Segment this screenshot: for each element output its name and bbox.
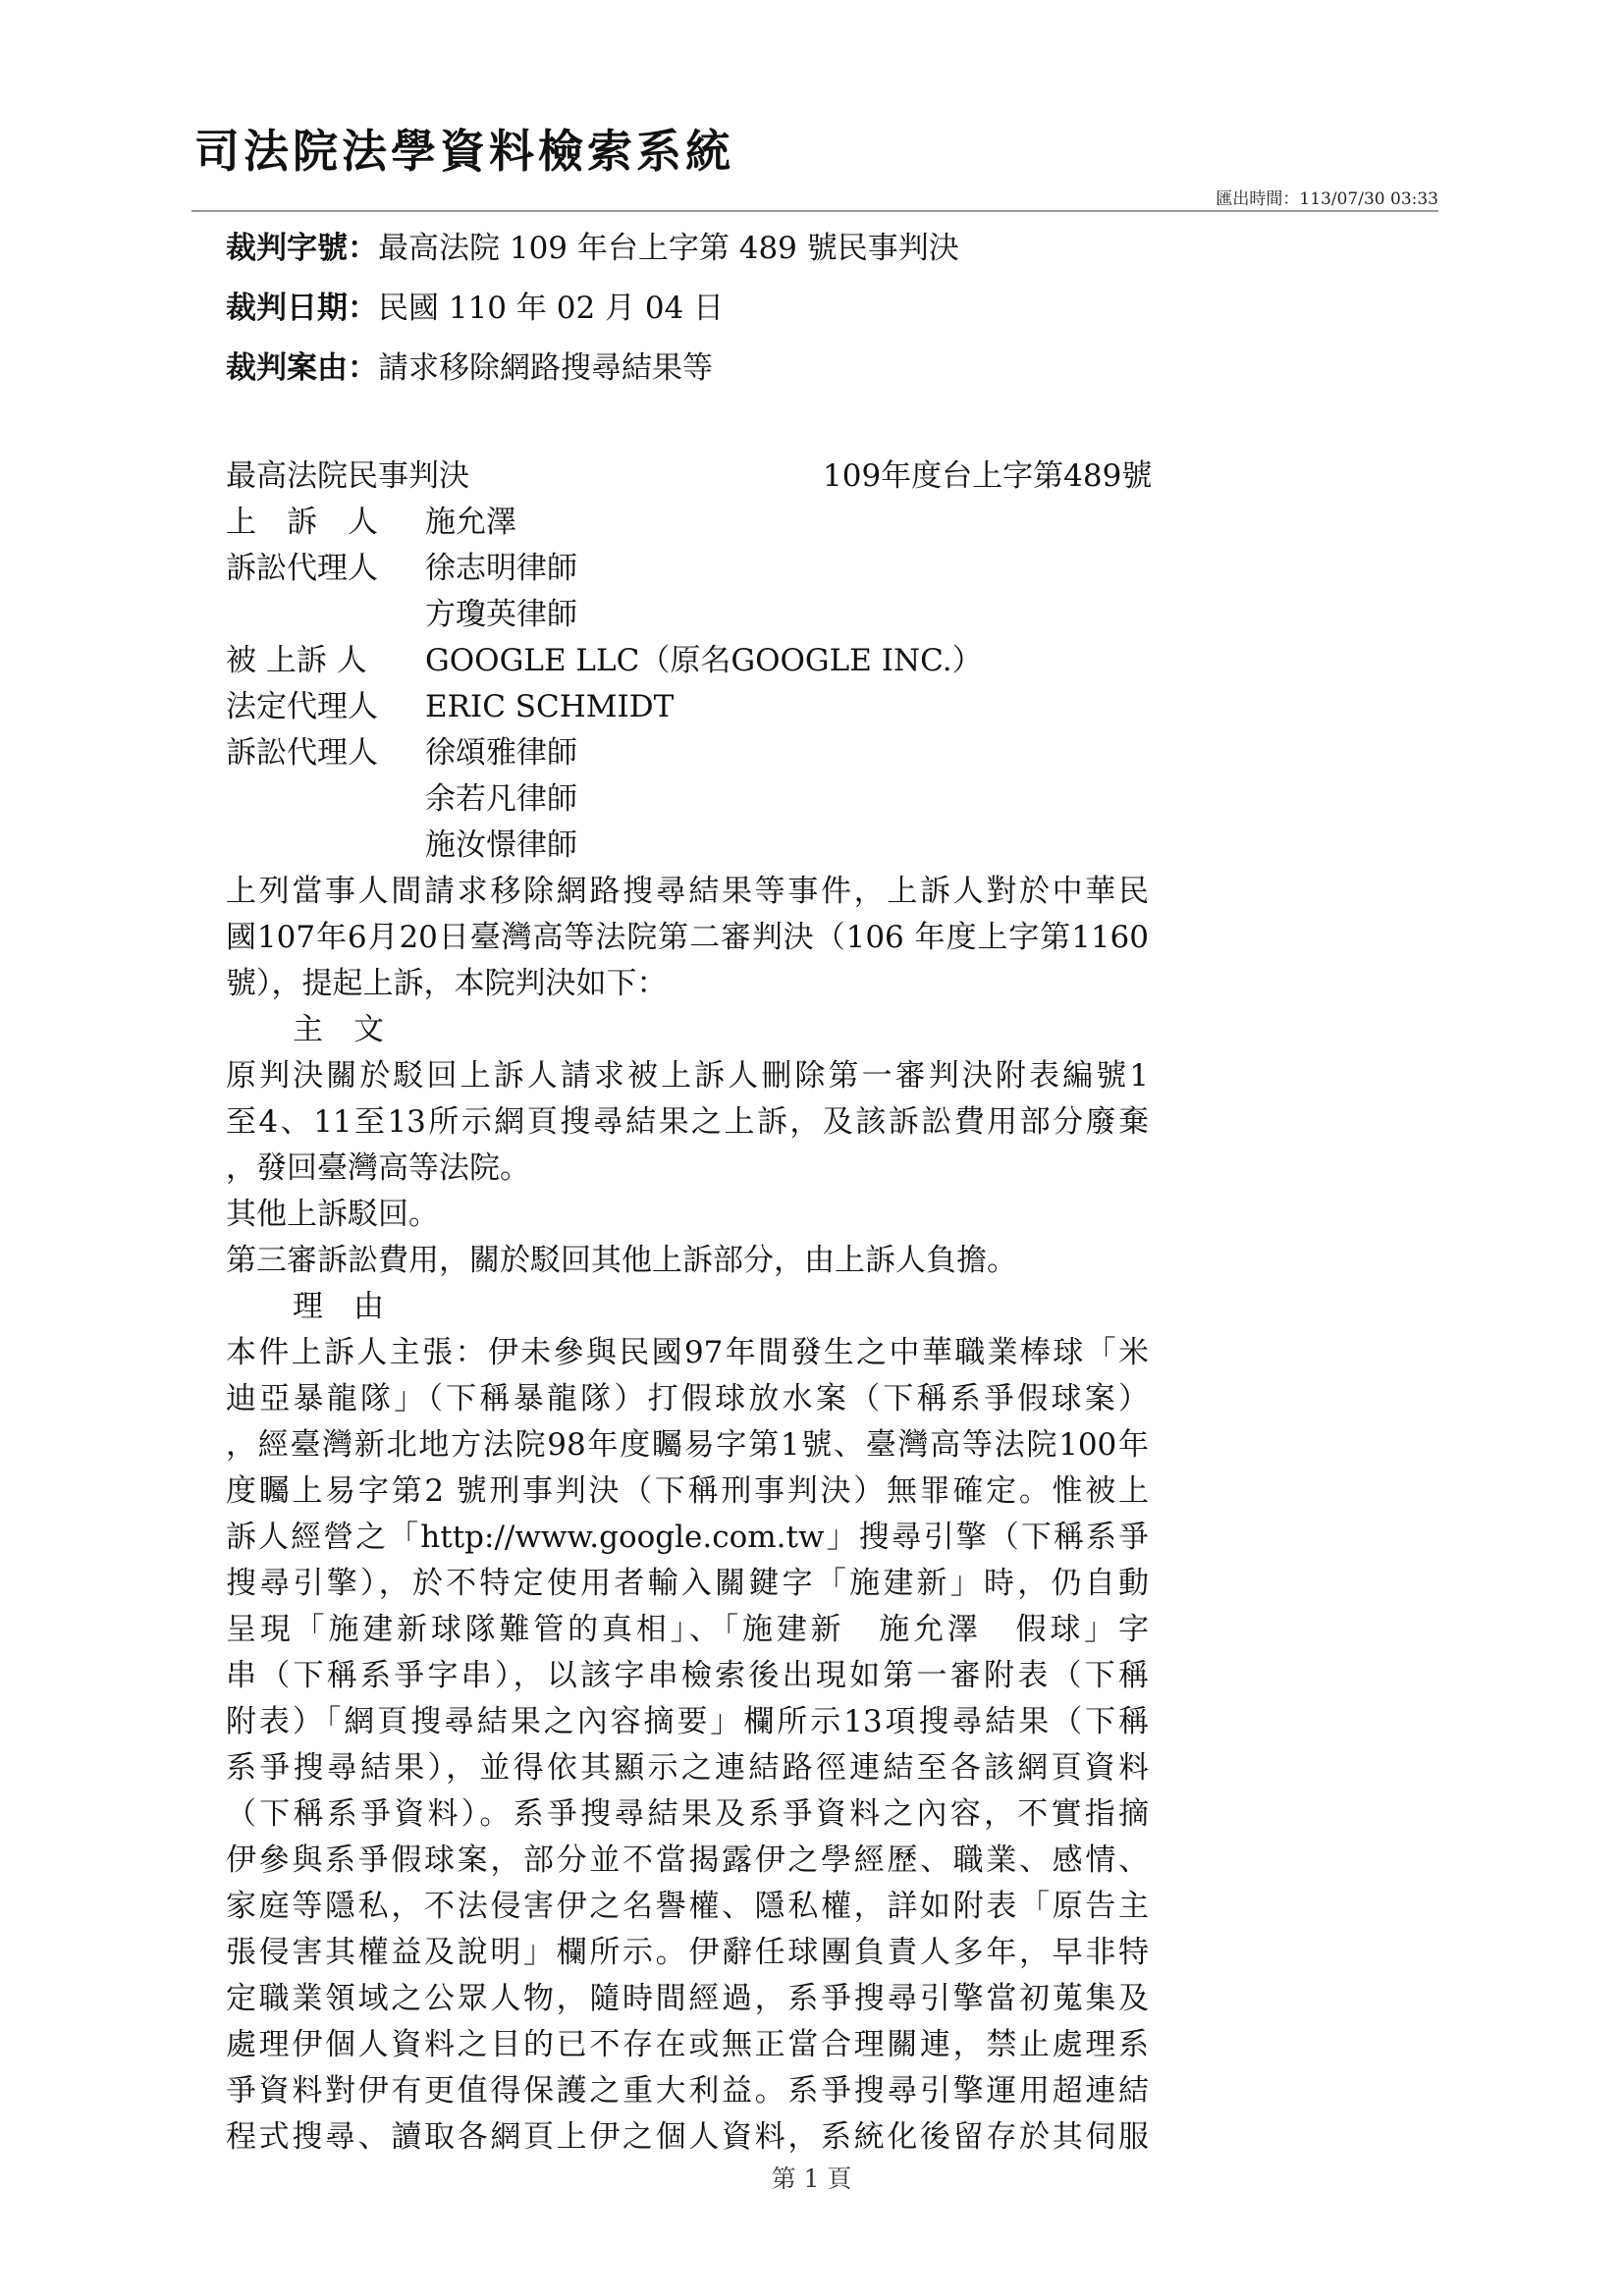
- main-text-line: 原判決關於駁回上訴人請求被上訴人刪除第一審判決附表編號1: [226, 1058, 1149, 1094]
- party-name: GOOGLE LLC（原名GOOGLE INC.）: [425, 643, 983, 678]
- case-cause-row: [226, 344, 959, 403]
- main-text-heading: 主 文: [293, 1012, 384, 1047]
- party-name: 徐志明律師: [425, 551, 577, 586]
- page-number: 第 1 頁: [771, 2164, 852, 2193]
- party-name: 施汝憬律師: [425, 828, 577, 863]
- main-text-line: 第三審訴訟費用，關於駁回其他上訴部分，由上訴人負擔。: [226, 1243, 1017, 1278]
- party-label: 法定代理人: [226, 689, 378, 724]
- reason-line: 處理伊個人資料之目的已不存在或無正當合理關連，禁止處理系: [226, 2027, 1149, 2062]
- intro-line: 號），提起上訴，本院判決如下：: [226, 966, 668, 1001]
- reason-line: 張侵害其權益及說明」欄所示。伊辭任球團負責人多年，早非特: [226, 1935, 1149, 1970]
- party-line: [226, 500, 1149, 546]
- party-label: 訴訟代理人: [226, 551, 378, 586]
- party-line: [226, 730, 1149, 776]
- party-line: [226, 776, 1149, 823]
- case-metadata: [226, 224, 959, 403]
- reason-line: 串（下稱系爭字串），以該字串檢索後出現如第一審附表（下稱: [226, 1658, 1149, 1693]
- party-label: 訴訟代理人: [226, 735, 378, 771]
- party-name: 方瓊英律師: [425, 597, 577, 632]
- party-line: [226, 684, 1149, 730]
- reason-line: 呈現「施建新球隊難管的真相」、「施建新 施允澤 假球」字: [226, 1612, 1149, 1647]
- reason-line: （下稱系爭資料）。系爭搜尋結果及系爭資料之內容，不實指摘: [226, 1796, 1149, 1832]
- party-label: 上 訴 人: [226, 505, 378, 540]
- party-line: [226, 592, 1149, 638]
- case-number-label: 裁判字號：: [226, 231, 378, 266]
- reason-line: 爭資料對伊有更值得保護之重大利益。系爭搜尋引擎運用超連結: [226, 2073, 1149, 2109]
- reason-line: 搜尋引擎），於不特定使用者輸入關鍵字「施建新」時，仍自動: [226, 1566, 1149, 1601]
- case-cause-value: 請求移除網路搜尋結果等: [378, 350, 713, 386]
- party-name: 余若凡律師: [425, 781, 577, 817]
- reason-line: 系爭搜尋結果），並得依其顯示之連結路徑連結至各該網頁資料: [226, 1750, 1149, 1786]
- reason-line: 迪亞暴龍隊」（下稱暴龍隊）打假球放水案（下稱系爭假球案）: [226, 1381, 1149, 1416]
- header-divider: [191, 210, 1438, 212]
- court-name: 最高法院民事判決: [226, 458, 469, 494]
- reason-heading: 理 由: [293, 1289, 384, 1324]
- case-cause-label: 裁判案由：: [226, 350, 378, 386]
- reason-line: 訴人經營之「http://www.google.com.tw」搜尋引擎（下稱系爭: [226, 1520, 1149, 1555]
- reason-line: 定職業領域之公眾人物，隨時間經過，系爭搜尋引擎當初蒐集及: [226, 1981, 1149, 2016]
- party-line: [226, 823, 1149, 869]
- reason-line: ，經臺灣新北地方法院98年度矚易字第1號、臺灣高等法院100年: [226, 1427, 1149, 1463]
- export-time: 匯出時間：113/07/30 03:33: [1216, 189, 1438, 209]
- party-label: 被 上訴 人: [226, 643, 367, 678]
- judgment-date-label: 裁判日期：: [226, 291, 378, 326]
- party-name: 徐頌雅律師: [425, 735, 577, 771]
- reason-line: 度矚上易字第2 號刑事判決（下稱刑事判決）無罪確定。惟被上: [226, 1473, 1149, 1509]
- case-number-row: [226, 224, 959, 284]
- party-line: [226, 546, 1149, 592]
- intro-line: 上列當事人間請求移除網路搜尋結果等事件，上訴人對於中華民: [226, 874, 1149, 909]
- judgment-date-row: [226, 284, 959, 344]
- main-text-line: 至4、11至13所示網頁搜尋結果之上訴，及該訴訟費用部分廢棄: [226, 1104, 1149, 1140]
- court-header-line: [226, 454, 1153, 500]
- intro-line: 國107年6月20日臺灣高等法院第二審判決（106 年度上字第1160: [226, 920, 1149, 955]
- judgment-date-value: 民國 110 年 02 月 04 日: [378, 291, 725, 326]
- case-number-value: 最高法院 109 年台上字第 489 號民事判決: [378, 231, 959, 266]
- reason-line: 伊參與系爭假球案，部分並不當揭露伊之學經歷、職業、感情、: [226, 1842, 1149, 1878]
- reason-line: 本件上訴人主張：伊未參與民國97年間發生之中華職業棒球「米: [226, 1335, 1149, 1370]
- main-text-line: 其他上訴駁回。: [226, 1197, 439, 1232]
- case-reference: 109年度台上字第489號: [823, 458, 1153, 494]
- main-text-line: ，發回臺灣高等法院。: [226, 1150, 530, 1186]
- site-title: 司法院法學資料檢索系統: [194, 125, 734, 178]
- party-name: 施允澤: [425, 505, 516, 540]
- reason-line: 家庭等隱私，不法侵害伊之名譽權、隱私權，詳如附表「原告主: [226, 1889, 1149, 1924]
- reason-line: 程式搜尋、讀取各網頁上伊之個人資料，系統化後留存於其伺服: [226, 2119, 1149, 2155]
- reason-line: 附表）「網頁搜尋結果之內容摘要」欄所示13項搜尋結果（下稱: [226, 1704, 1149, 1739]
- judgment-body: [226, 454, 1153, 2161]
- party-line: [226, 638, 1149, 684]
- party-name: ERIC SCHMIDT: [425, 689, 675, 724]
